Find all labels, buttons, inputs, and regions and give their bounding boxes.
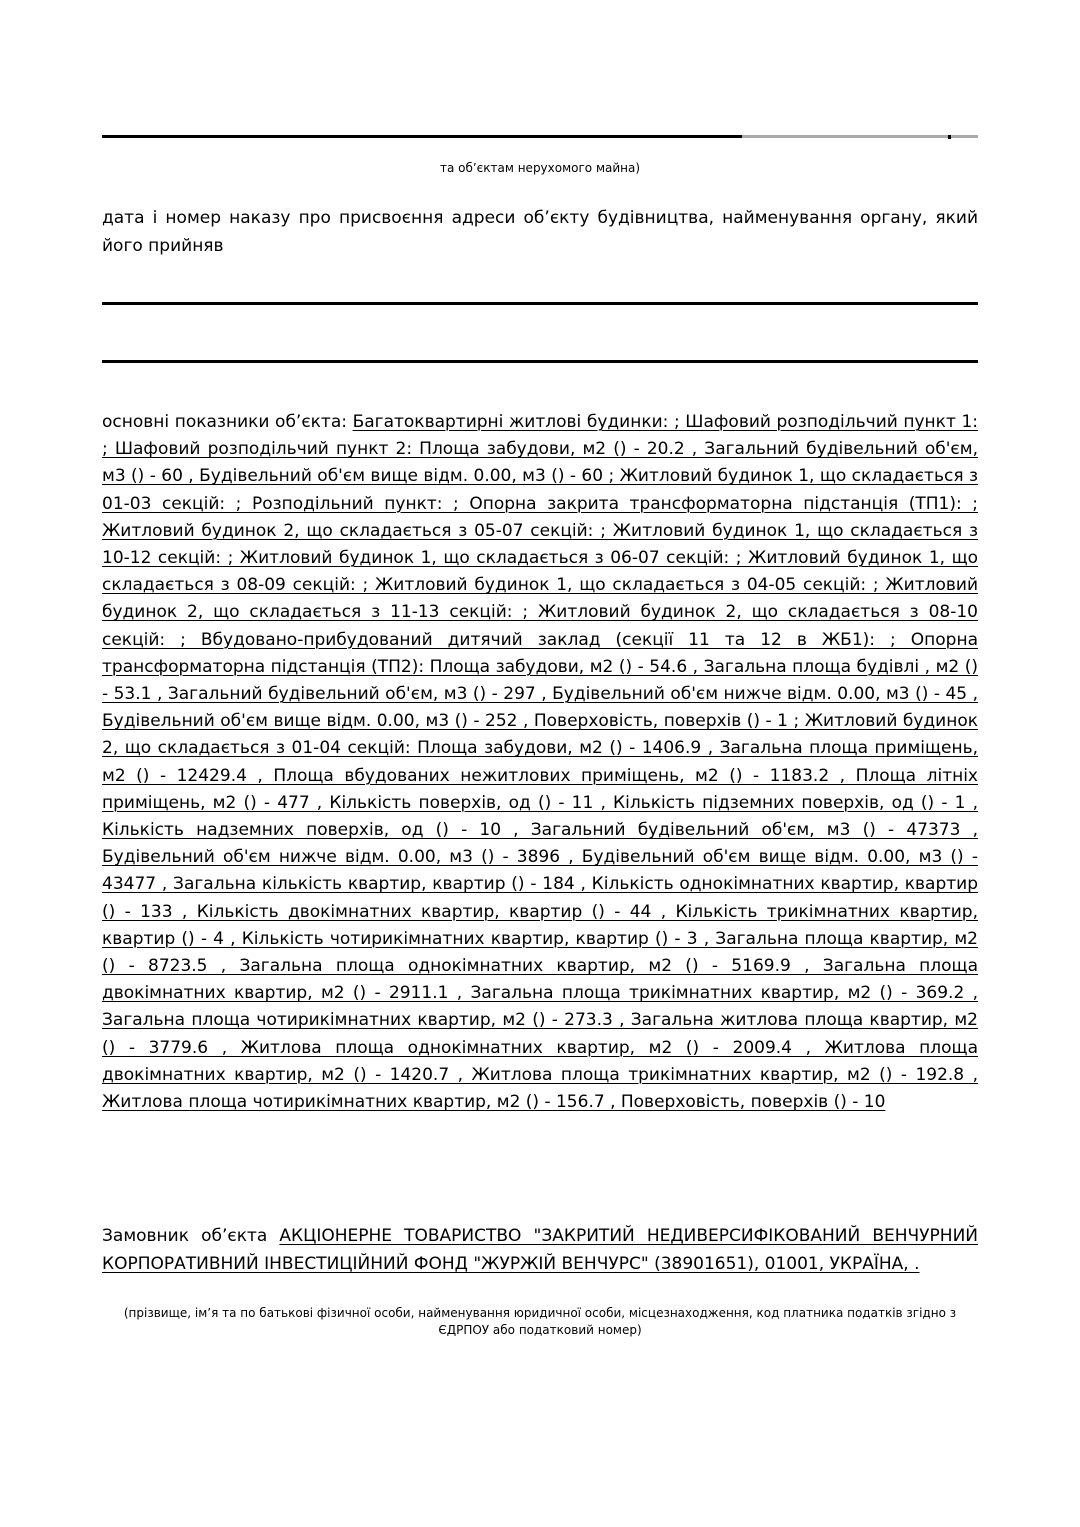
top-fill-line: [102, 135, 978, 139]
top-line-dark-segment: [102, 135, 742, 138]
object-indicators-paragraph: [102, 409, 978, 1116]
blank-fill-line-2: [102, 360, 978, 363]
customer-value: АКЦІОНЕРНЕ ТОВАРИСТВО "ЗАКРИТИЙ НЕДИВЕРСИФІКОВАНИЙ ВЕНЧУРНИЙ КОРПОРАТИВНИЙ ІНВЕСТИЦІЙНИЙ ФОНД "ЖУРЖІЙ ВЕНЧУРС" (38901651), 01001, УКРАЇНА, .: [102, 1226, 978, 1274]
top-line-dot: [948, 135, 951, 139]
indicators-label: основні показники об’єкта:: [102, 412, 353, 432]
customer-paragraph: [102, 1223, 978, 1278]
top-caption: та об’єктам нерухомого майна): [439, 161, 641, 175]
order-info-label: дата і номер наказу про присвоєння адреси об’єкту будівництва, найменування органу, який його прийняв: [102, 208, 978, 256]
indicators-value: Багатоквартирні житлові будинки: ; Шафовий розподільчий пункт 1: ; Шафовий розподільчий пункт 2: Площа забудови, м2 () - 20.2 , Загальний будівельний об'єм, м3 () - 60 , Будівельний об'єм вище відм. 0.00, м3 () - 60 ; Житловий будинок 1, що складається з 01-03 секцій: ; Розподільний пункт: ; Опорна закрита трансформаторна підстанція (ТП1): ; Житловий будинок 2, що складається з 05-07 секцій: ; Житловий будинок 1, що складається з 10-12 секцій: ; Житловий будинок 1, що складається з 06-07 секцій: ; Житловий будинок 1, що складається з 08-09 секцій: ; Житловий будинок 1, що складається з 04-05 секцій: ; Житловий будинок 2, що складається з 11-13 секцій: ; Житловий будинок 2, що складається з 08-10 секцій: ; Вбудовано-прибудований дитячий заклад (секції 11 та 12 в ЖБ1): ; Опорна трансформаторна підстанція (ТП2): Площа забудови, м2 () - 54.6 , Загальна площа будівлі , м2 () - 53.1 , Загальний будівельний об'єм, м3 () - 297 , Будівельний об'єм нижче відм. 0.00, м3 () - 45 , Будівельний об'єм вище відм. 0.00, м3 () - 252 , Поверховість, поверхів () - 1 ; Житловий будинок 2, що складається з 01-04 секцій: Площа забудови, м2 () - 1406.9 , Загальна площа приміщень, м2 () - 12429.4 , Площа вбудованих нежитлових приміщень, м2 () - 1183.2 , Площа літніх приміщень, м2 () - 477 , Кількість поверхів, од () - 11 , Кількість підземних поверхів, од () - 1 , Кількість надземних поверхів, од () - 10 , Загальний будівельний об'єм, м3 () - 47373 , Будівельний об'єм нижче відм. 0.00, м3 () - 3896 , Будівельний об'єм вище відм. 0.00, м3 () - 43477 , Загальна кількість квартир, квартир () - 184 , Кількість однокімнатних квартир, квартир () - 133 , Кількість двокімнатних квартир, квартир () - 44 , Кількість трикімнатних квартир, квартир () - 4 , Кількість чотирикімнатних квартир, квартир () - 3 , Загальна площа квартир, м2 () - 8723.5 , Загальна площа однокімнатних квартир, м2 () - 5169.9 , Загальна площа двокімнатних квартир, м2 () - 2911.1 , Загальна площа трикімнатних квартир, м2 () - 369.2 , Загальна площа чотирикімнатних квартир, м2 () - 273.3 , Загальна житлова площа квартир, м2 () - 3779.6 , Житлова площа однокімнатних квартир, м2 () - 2009.4 , Житлова площа двокімнатних квартир, м2 () - 1420.7 , Житлова площа трикімнатних квартир, м2 () - 192.8 , Житлова площа чотирикімнатних квартир, м2 () - 156.7 , Поверховість, поверхів () - 10: [102, 412, 978, 1113]
customer-caption: (прізвище, ім’я та по батькові фізичної особи, найменування юридичної особи, місцезнаходження, код платника податків згідно з ЄДРПОУ або податковий номер): [123, 1306, 957, 1337]
blank-fill-line-1: [102, 302, 978, 305]
top-line-light-segment: [742, 135, 978, 138]
customer-label: Замовник об’єкта: [102, 1226, 280, 1246]
